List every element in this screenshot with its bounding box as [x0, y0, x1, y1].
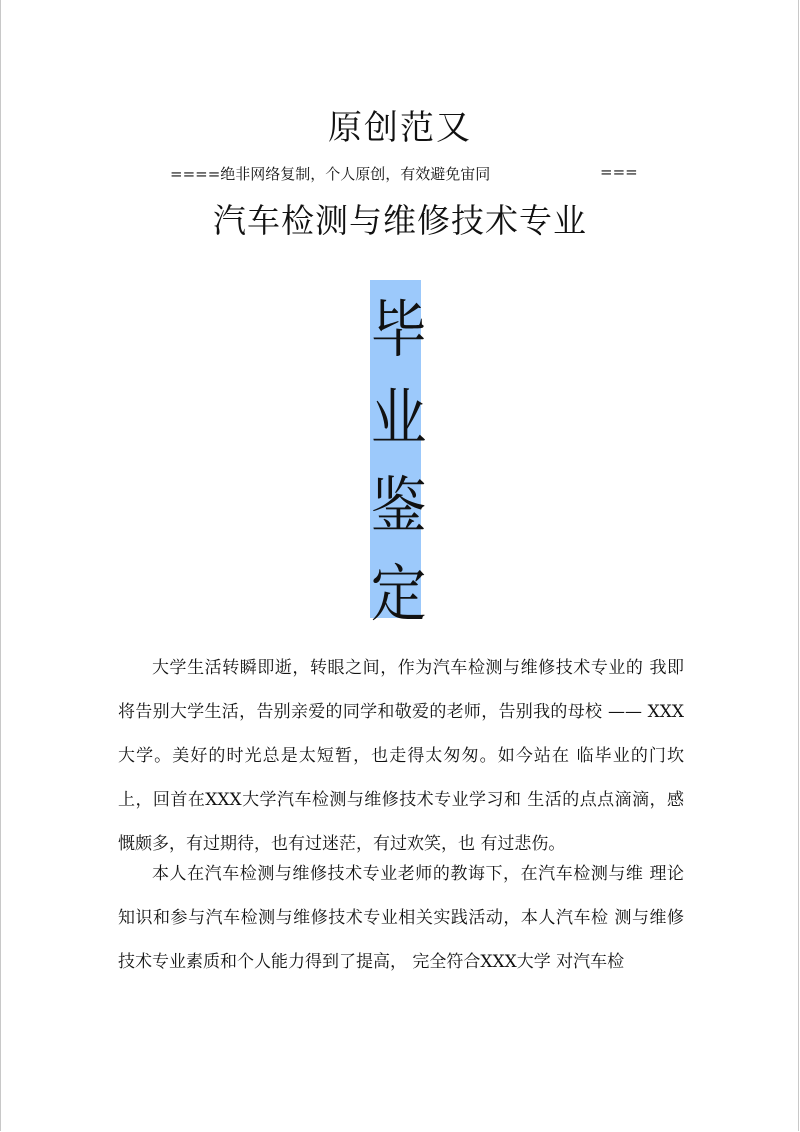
body-paragraph-2 [118, 852, 684, 984]
highlighted-vertical-heading [370, 280, 427, 630]
body-paragraph-1 [118, 646, 684, 866]
subtitle-row [0, 163, 800, 185]
subtitle-text: ====绝非网络复制，个人原创，有效避免宙同 [170, 165, 491, 183]
vertical-char: 定 [370, 557, 427, 630]
paragraph-text: 本人在汽车检测与维修技术专业老师的教诲下，在汽车检测与维 理论知识和参与汽车检测与维修技术专业相关实践活动，本人汽车检 测与维修技术专业素质和个人能力得到了提高， 完全符合XXX大学 对汽车检 [118, 864, 684, 972]
vertical-char: 业 [370, 381, 427, 454]
document-title: 原创范又 [328, 108, 472, 148]
major-title: 汽车检测与维修技术专业 [213, 201, 587, 240]
vertical-heading-text [370, 286, 427, 638]
subtitle-tail: === [600, 163, 638, 181]
paragraph-text: 大学生活转瞬即逝，转眼之间，作为汽车检测与维修技术专业的 我即将告别大学生活，告别亲爱的同学和敬爱的老师，告别我的母校 —— XXX大学。美好的时光总是太短暂，也走得太匆匆。如今站在 临毕业的门坎上，回首在XXX大学汽车检测与维修技术专业学习和 生活的点点滴滴，感慨颇多，有过期待，也有过迷茫，有过欢笑，也 有过悲伤。 [118, 658, 684, 854]
vertical-char: 鉴 [370, 469, 427, 542]
vertical-char: 毕 [370, 293, 427, 366]
